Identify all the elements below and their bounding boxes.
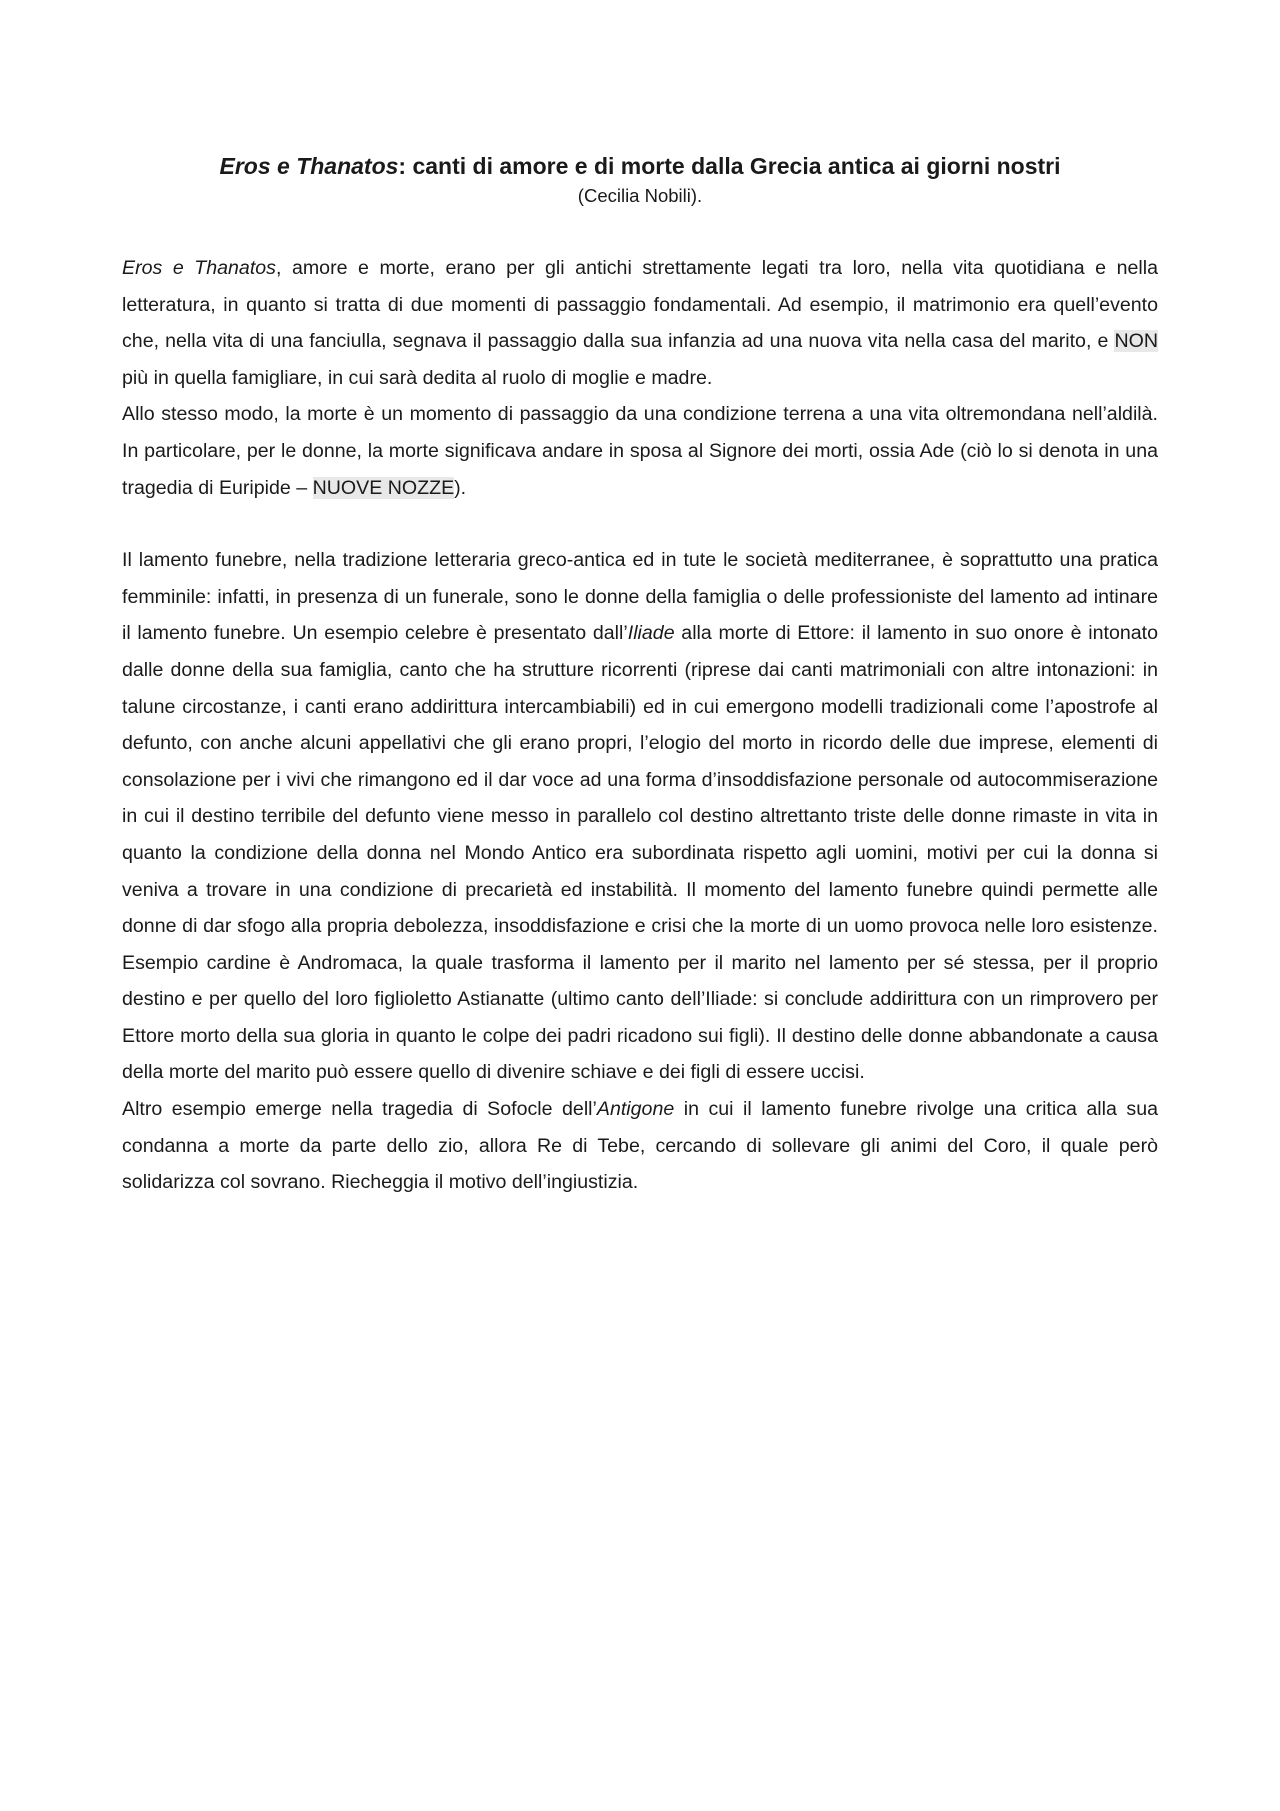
- p3-italic: Iliade: [627, 622, 675, 645]
- p1-highlight: NON: [1114, 330, 1158, 353]
- paragraph-3: [122, 542, 1158, 1091]
- paragraph-1: [122, 250, 1158, 396]
- document-title: [122, 150, 1158, 182]
- p1-text-b: più in quella famigliare, in cui sarà dedita al ruolo di moglie e madre.: [122, 366, 713, 389]
- p2-text-a: Allo stesso modo, la morte è un momento di passaggio da una condizione terrena a una vita oltremondana nell’aldilà. In particolare, per le donne, la morte significava andare in sposa al Signore dei morti, ossia Ade (ciò lo si denota in una tragedia di Euripide –: [122, 403, 1158, 499]
- title-rest: : canti di amore e di morte dalla Grecia antica ai giorni nostri: [398, 153, 1061, 179]
- p3-text-a: Il lamento funebre, nella tradizione letteraria greco-antica ed in tute le società mediterranee, è soprattutto una pratica femminile: infatti, in presenza di un funerale, sono le donne della famiglia o delle professioniste del lamento ad intinare il lamento funebre. Un esempio celebre è presentato dall’: [122, 549, 1158, 645]
- paragraph-2: [122, 396, 1158, 506]
- p1-italic: Eros e Thanatos: [122, 257, 276, 279]
- title-italic-part: Eros e Thanatos: [219, 153, 399, 179]
- paragraph-4: [122, 1091, 1158, 1201]
- p4-text-a: Altro esempio emerge nella tragedia di Sofocle dell’: [122, 1098, 597, 1121]
- p2-text-b: ).: [454, 476, 467, 499]
- p1-text-a: , amore e morte, erano per gli antichi strettamente legati tra loro, nella vita quotidiana e nella letteratura, in quanto si tratta di due momenti di passaggio fondamentali. Ad esempio, il matrimonio era quell’evento che, nella vita di una fanciulla, segnava il passaggio dalla sua infanzia ad una nuova vita nella casa del marito, e: [122, 257, 1158, 353]
- p4-italic: Antigone: [596, 1098, 675, 1121]
- document-page: [122, 150, 1158, 1201]
- document-author: (Cecilia Nobili).: [577, 185, 703, 206]
- p4-text-b: in cui il lamento funebre rivolge una critica alla sua condanna a morte da parte dello zio, allora Re di Tebe, cercando di sollevare gli animi del Coro, il quale però solidarizza col sovrano. Riecheggia il motivo dell’ingiustizia.: [122, 1098, 1158, 1194]
- p2-highlight: NUOVE NOZZE: [312, 476, 455, 499]
- p3-text-b: alla morte di Ettore: il lamento in suo onore è intonato dalle donne della sua famiglia, canto che ha strutture ricorrenti (riprese dai canti matrimoniali con altre intonazioni: in talune circostanze, i canti erano addirittura intercambiabili) ed in cui emergono modelli tradizionali come l’apostrofe al defunto, con anche alcuni appellativi che gli erano propri, l’elogio del morto in ricordo delle due imprese, elementi di consolazione per i vivi che rimangono ed il dar voce ad una forma d’insoddisfazione personale od autocommiserazione in cui il destino terribile del defunto viene messo in parallelo col destino altrettanto triste delle donne rimaste in vita in quanto la condizione della donna nel Mondo Antico era subordinata rispetto agli uomini, motivi per cui la donna si veniva a trovare in una condizione di precarietà ed instabilità. Il momento del lamento funebre quindi permette alle donne di dar sfogo alla propria debolezza, insoddisfazione e crisi che la morte di un uomo provoca nelle loro esistenze. Esempio cardine è Andromaca, la quale trasforma il lamento per il marito nel lamento per sé stessa, per il proprio destino e per quello del loro figlioletto Astianatte (ultimo canto dell’Iliade: si conclude addirittura con un rimprovero per Ettore morto della sua gloria in quanto le colpe dei padri ricadono sui figli). Il destino delle donne abbandonate a causa della morte del marito può essere quello di divenire schiave e dei figli di essere uccisi.: [122, 622, 1158, 1084]
